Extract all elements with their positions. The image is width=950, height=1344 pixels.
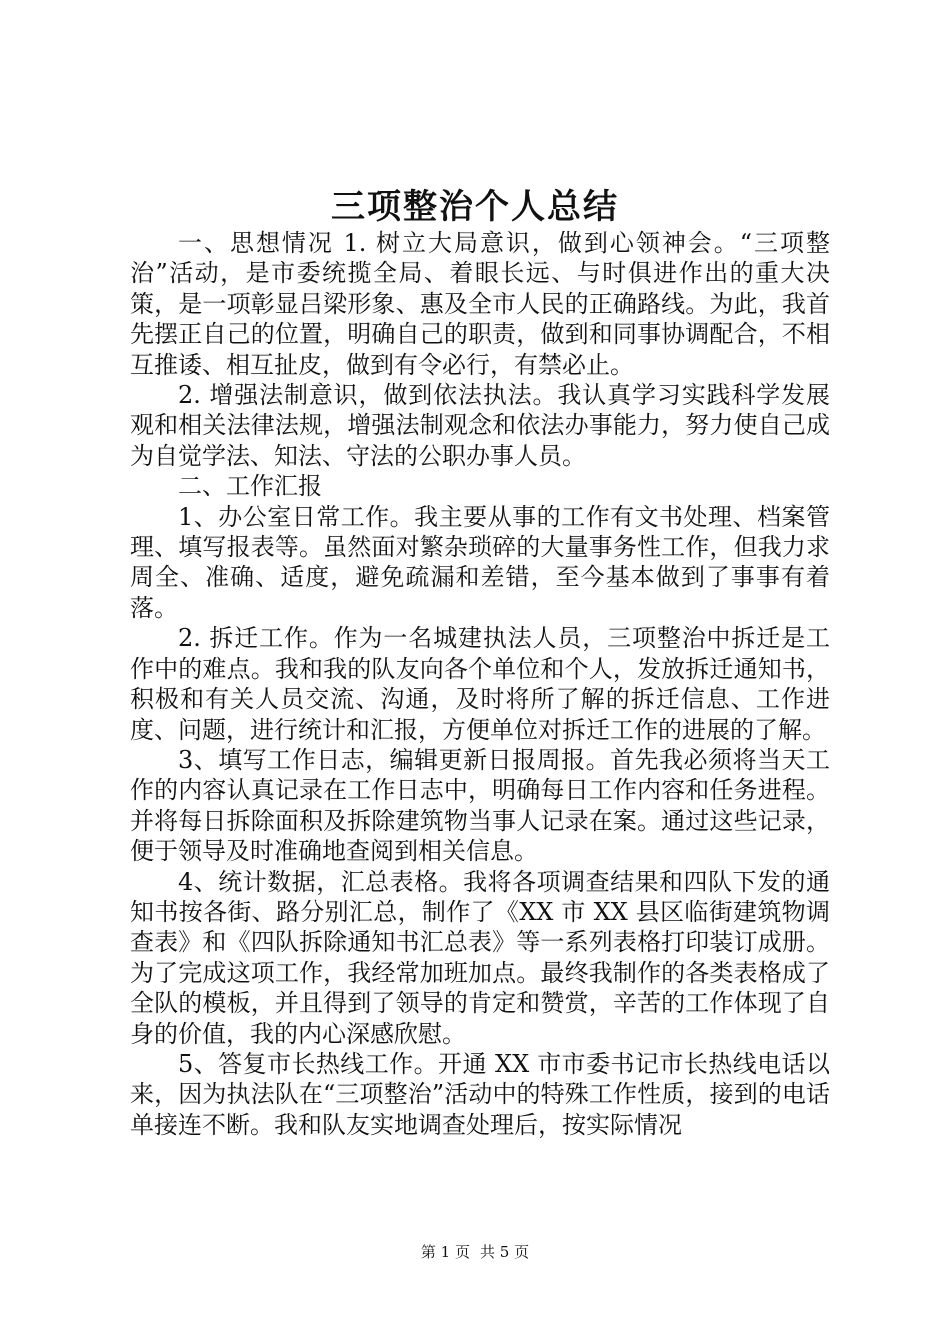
paragraph-legal-awareness: 2. 增强法制意识，做到依法执法。我认真学习实践科学发展观和相关法律法规，增强法制观念和依法办事能力，努力使自己成为自觉学法、知法、守法的公职办事人员。	[130, 381, 830, 470]
page-number: 第 1 页	[420, 1243, 470, 1261]
paragraph-work-log: 3、填写工作日志，编辑更新日报周报。首先我必须将当天工作的内容认真记录在工作日志中，明确每日工作内容和任务进程。并将每日拆除面积及拆除建筑物当事人记录在案。通过这些记录，便于领导及时准确地查阅到相关信息。	[130, 745, 830, 866]
page-total: 共 5 页	[480, 1243, 530, 1261]
document-title: 三项整治个人总结	[331, 187, 619, 227]
document-body	[130, 228, 830, 1140]
page-footer	[0, 1240, 950, 1264]
section-heading-work-report: 二、工作汇报	[178, 472, 322, 501]
paragraph-ideology: 一、思想情况 1. 树立大局意识，做到心领神会。“三项整治”活动，是市委统揽全局、着眼长远、与时俱进作出的重大决策，是一项彰显吕梁形象、惠及全市人民的正确路线。为此，我首先摆正自己的位置，明确自己的职责，做到和同事协调配合，不相互推诿、相互扯皮，做到有令必行，有禁必止。	[130, 229, 830, 379]
paragraph-demolition-work: 2. 拆迁工作。作为一名城建执法人员，三项整治中拆迁是工作中的难点。我和我的队友向各个单位和个人，发放拆迁通知书，积极和有关人员交流、沟通，及时将所了解的拆迁信息、工作进度、问题，进行统计和汇报，方便单位对拆迁工作的进展的了解。	[130, 624, 830, 744]
paragraph-statistics: 4、统计数据，汇总表格。我将各项调查结果和四队下发的通知书按各街、路分别汇总，制作了《XX 市 XX 县区临街建筑物调查表》和《四队拆除通知书汇总表》等一系列表格打印装订成册。为了完成这项工作，我经常加班加点。最终我制作的各类表格成了全队的模板，并且得到了领导的肯定和赞赏，辛苦的工作体现了自身的价值，我的内心深感欣慰。	[130, 867, 830, 1048]
paragraph-office-work: 1、办公室日常工作。我主要从事的工作有文书处理、档案管理、填写报表等。虽然面对繁杂琐碎的大量事务性工作，但我力求周全、准确、适度，避免疏漏和差错，至今基本做到了事事有着落。	[130, 502, 830, 622]
paragraph-hotline: 5、答复市长热线工作。开通 XX 市市委书记市长热线电话以来，因为执法队在“三项整治”活动中的特殊工作性质，接到的电话单接连不断。我和队友实地调查处理后，按实际情况	[130, 1049, 830, 1139]
